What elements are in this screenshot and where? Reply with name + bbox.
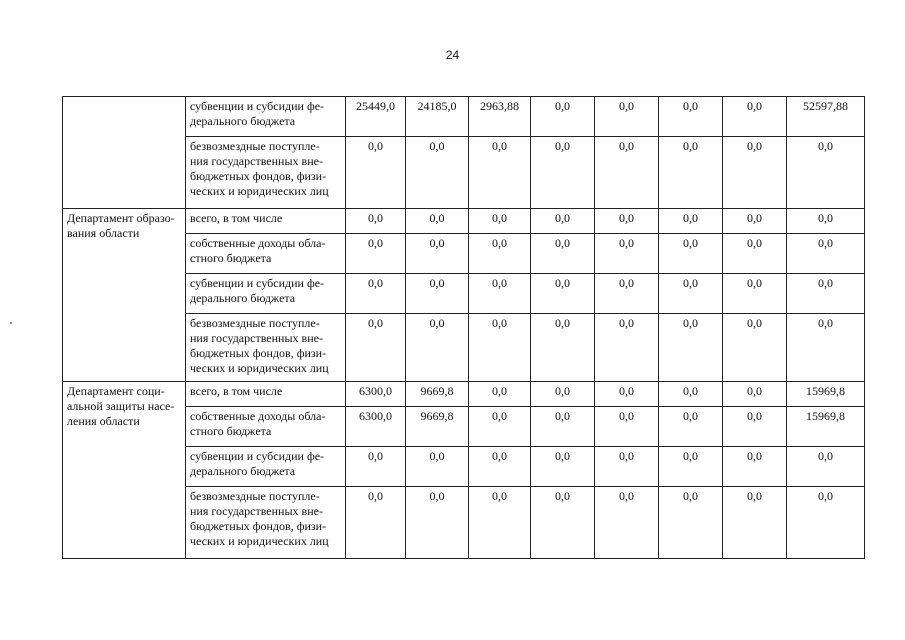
value-cell: 0,0 — [723, 447, 787, 487]
value-cell: 0,0 — [531, 274, 595, 314]
value-cell: 0,0 — [406, 234, 469, 274]
value-cell: 0,0 — [406, 487, 469, 559]
value-cell: 0,0 — [595, 447, 659, 487]
funding-source-line: дерального бюджета — [190, 114, 296, 128]
value-cell: 9669,8 — [406, 407, 469, 447]
value-cell: 0,0 — [406, 314, 469, 382]
value-cell: 0,0 — [659, 314, 723, 382]
value-cell: 24185,0 — [406, 97, 469, 137]
funding-source-line: бюджетных фондов, физи- — [190, 169, 327, 183]
value-cell: 0,0 — [723, 274, 787, 314]
value-cell: 2963,88 — [469, 97, 531, 137]
department-line: Департамент соци- — [67, 384, 165, 398]
value-cell: 0,0 — [659, 382, 723, 407]
value-cell: 0,0 — [531, 97, 595, 137]
value-cell: 0,0 — [595, 407, 659, 447]
funding-source-line: субвенции и субсидии фе- — [190, 276, 325, 290]
value-cell: 52597,88 — [787, 97, 865, 137]
funding-source-line: всего, в том числе — [190, 384, 283, 398]
value-cell: 0,0 — [346, 487, 406, 559]
value-cell: 0,0 — [469, 274, 531, 314]
value-cell: 0,0 — [595, 274, 659, 314]
value-cell: 0,0 — [787, 234, 865, 274]
value-cell: 0,0 — [723, 407, 787, 447]
value-cell: 0,0 — [659, 447, 723, 487]
department-cell — [63, 209, 186, 382]
value-cell: 0,0 — [531, 314, 595, 382]
value-cell: 6300,0 — [346, 407, 406, 447]
value-cell: 0,0 — [659, 97, 723, 137]
value-cell: 0,0 — [787, 487, 865, 559]
department-line: вания области — [67, 226, 140, 240]
table-row — [63, 382, 865, 407]
funding-source-cell — [186, 234, 346, 274]
department-cell — [63, 382, 186, 559]
funding-source-line: собственные доходы обла- — [190, 236, 326, 250]
funding-source-line: ческих и юридических лиц — [190, 534, 329, 548]
value-cell: 25449,0 — [346, 97, 406, 137]
value-cell: 0,0 — [406, 209, 469, 234]
value-cell: 0,0 — [595, 234, 659, 274]
funding-source-line: ческих и юридических лиц — [190, 361, 329, 375]
funding-source-cell — [186, 314, 346, 382]
funding-source-cell — [186, 137, 346, 209]
value-cell: 0,0 — [469, 137, 531, 209]
value-cell: 0,0 — [659, 137, 723, 209]
department-line: альной защиты насе- — [67, 399, 175, 413]
value-cell: 0,0 — [469, 314, 531, 382]
funding-source-cell — [186, 407, 346, 447]
value-cell: 15969,8 — [787, 407, 865, 447]
value-cell: 0,0 — [531, 234, 595, 274]
funding-source-line: ния государственных вне- — [190, 154, 323, 168]
value-cell: 0,0 — [346, 314, 406, 382]
value-cell: 0,0 — [659, 274, 723, 314]
value-cell: 0,0 — [346, 447, 406, 487]
value-cell: 0,0 — [723, 487, 787, 559]
funding-source-line: субвенции и субсидии фе- — [190, 99, 325, 113]
funding-source-line: безвозмездные поступле- — [190, 489, 320, 503]
table-row — [63, 209, 865, 234]
value-cell: 0,0 — [787, 274, 865, 314]
table-body — [63, 97, 865, 559]
value-cell: 0,0 — [531, 382, 595, 407]
funding-source-line: безвозмездные поступле- — [190, 139, 320, 153]
value-cell: 0,0 — [469, 407, 531, 447]
funding-source-line: бюджетных фондов, физи- — [190, 519, 327, 533]
value-cell: 0,0 — [595, 487, 659, 559]
value-cell: 15969,8 — [787, 382, 865, 407]
page-number: 24 — [445, 48, 460, 62]
value-cell: 0,0 — [595, 137, 659, 209]
value-cell: 0,0 — [595, 314, 659, 382]
funding-source-line: ния государственных вне- — [190, 331, 323, 345]
value-cell: 0,0 — [723, 382, 787, 407]
funding-source-line: дерального бюджета — [190, 464, 296, 478]
value-cell: 0,0 — [787, 209, 865, 234]
value-cell: 0,0 — [787, 137, 865, 209]
value-cell: 0,0 — [531, 447, 595, 487]
funding-source-cell — [186, 382, 346, 407]
funding-source-line: всего, в том числе — [190, 211, 283, 225]
value-cell: 0,0 — [531, 137, 595, 209]
value-cell: 0,0 — [595, 382, 659, 407]
funding-source-line: стного бюджета — [190, 424, 272, 438]
value-cell: 0,0 — [406, 447, 469, 487]
funding-source-cell — [186, 447, 346, 487]
value-cell: 0,0 — [531, 407, 595, 447]
value-cell: 0,0 — [659, 407, 723, 447]
value-cell: 0,0 — [469, 447, 531, 487]
budget-table — [62, 96, 865, 559]
value-cell: 0,0 — [531, 209, 595, 234]
funding-source-cell — [186, 97, 346, 137]
department-line: ления области — [67, 414, 140, 428]
department-cell — [63, 97, 186, 209]
value-cell: 0,0 — [723, 137, 787, 209]
funding-source-cell — [186, 209, 346, 234]
value-cell: 0,0 — [723, 97, 787, 137]
department-line: Департамент образо- — [67, 211, 175, 225]
funding-source-line: безвозмездные поступле- — [190, 316, 320, 330]
funding-source-line: собственные доходы обла- — [190, 409, 326, 423]
value-cell: 0,0 — [787, 447, 865, 487]
value-cell: 0,0 — [469, 382, 531, 407]
funding-source-cell — [186, 274, 346, 314]
value-cell: 0,0 — [531, 487, 595, 559]
value-cell: 0,0 — [595, 97, 659, 137]
funding-source-line: ния государственных вне- — [190, 504, 323, 518]
value-cell: 0,0 — [723, 234, 787, 274]
scan-speck — [10, 322, 12, 324]
value-cell: 0,0 — [659, 487, 723, 559]
value-cell: 0,0 — [469, 234, 531, 274]
value-cell: 6300,0 — [346, 382, 406, 407]
value-cell: 0,0 — [787, 314, 865, 382]
value-cell: 0,0 — [346, 209, 406, 234]
value-cell: 0,0 — [659, 209, 723, 234]
value-cell: 0,0 — [723, 314, 787, 382]
value-cell: 0,0 — [346, 234, 406, 274]
table-row — [63, 97, 865, 137]
funding-source-line: бюджетных фондов, физи- — [190, 346, 327, 360]
value-cell: 0,0 — [346, 137, 406, 209]
funding-source-cell — [186, 487, 346, 559]
funding-source-line: ческих и юридических лиц — [190, 184, 329, 198]
value-cell: 0,0 — [346, 274, 406, 314]
value-cell: 0,0 — [659, 234, 723, 274]
value-cell: 0,0 — [723, 209, 787, 234]
value-cell: 9669,8 — [406, 382, 469, 407]
funding-source-line: стного бюджета — [190, 251, 272, 265]
value-cell: 0,0 — [595, 209, 659, 234]
funding-source-line: дерального бюджета — [190, 291, 296, 305]
value-cell: 0,0 — [406, 274, 469, 314]
funding-source-line: субвенции и субсидии фе- — [190, 449, 325, 463]
value-cell: 0,0 — [469, 487, 531, 559]
value-cell: 0,0 — [469, 209, 531, 234]
value-cell: 0,0 — [406, 137, 469, 209]
